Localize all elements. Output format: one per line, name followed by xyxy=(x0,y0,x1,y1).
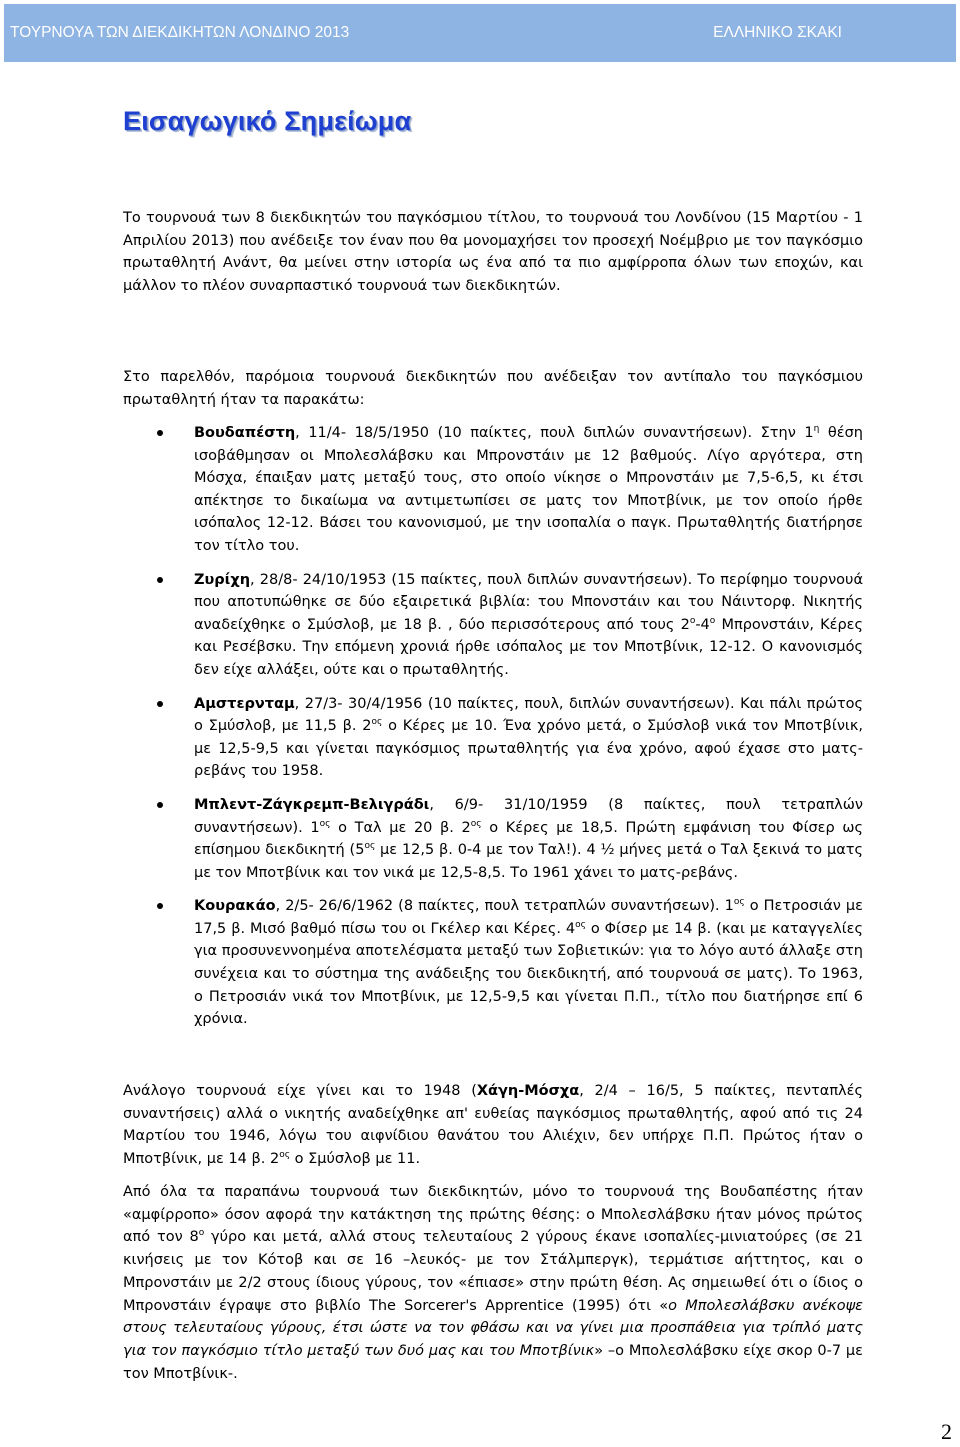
tournament-name: Αμστερνταμ xyxy=(194,695,295,712)
superscript: ο xyxy=(198,1228,205,1239)
bullet-icon xyxy=(157,701,163,707)
tournament-name: Χάγη-Μόσχα xyxy=(476,1083,580,1099)
list-item-amsterdam xyxy=(123,693,863,783)
item-text: ο Φίσερ με 14 β. (και με καταγγελίες για προσυνεννοημένα αποτελέσματα μεταξύ των Σοβιετικών: για το λόγο αυτό άλλαξε στη συνέχεια και το σύστημα της ανάδειξης του διεκδικητή, από τουρνουά σε ματς). Το 1963, ο Πετροσιάν νικά τον Μποτβίνικ, με 12,5-9,5 και γίνεται Π.Π., τίτλο που διατήρησε επί 6 χρόνια. xyxy=(194,920,863,1028)
past-tournaments-intro: Στο παρελθόν, παρόμοια τουρνουά διεκδικητών που ανέδειξαν τον αντίπαλο του παγκόσμιου πρωταθλητή ήταν τα παρακάτω: xyxy=(123,369,863,408)
header-left-title: ΤΟΥΡΝΟΥΑ ΤΩΝ ΔΙΕΚΔΙΚΗΤΩΝ ΛΟΝΔΙΝΟ 2013 xyxy=(10,24,350,41)
item-text: ο Κέρες με 10. Ένα χρόνο μετά, ο Σμύσλοβ νικά τον Μποτβίνικ, με 12,5-9,5 και γίνεται παγκόσμιος πρωταθλητής για ένα χρόνο, αφού έχασε στο ματς-ρεβάνς του 1958. xyxy=(194,718,863,780)
superscript: ος xyxy=(733,897,745,908)
page-title: Εισαγωγικό Σημείωμα xyxy=(123,106,412,136)
bullet-icon xyxy=(157,802,163,808)
superscript: ο xyxy=(709,615,716,626)
paragraph-text: , 2/4 – 16/5, 5 παίκτες, πενταπλές συναντήσεις) αλλά ο νικητής αναδείχθηκε απ' ευθείας παγκόσμιος πρωταθλητής, αφού από τις 24 Μαρτίου του 1946, λόγω του αιφνίδιου θανάτου του Αλιέχιν, δεν υπήρχε Π.Π. Πρώτος ήταν ο Μποτβίνικ, με 14 β. 2 xyxy=(123,1083,863,1168)
paragraph-text: Από όλα τα παραπάνω τουρνουά των διεκδικητών, μόνο το τουρνουά της Βουδαπέστης ήταν «αμφίρροπο» όσον αφορά την κατάκτηση της πρώτης θέσης: ο Μπολεσλάβσκυ ήταν μόνος πρώτος από τον 8 xyxy=(123,1184,863,1246)
tournament-name: Κουρακάο xyxy=(194,898,276,915)
bullet-icon xyxy=(157,577,163,583)
tournament-name: Μπλεντ-Ζάγκρεμπ-Βελιγράδι xyxy=(194,796,430,813)
superscript: ος xyxy=(279,1150,290,1161)
bullet-icon xyxy=(157,430,163,436)
tournament-name: Βουδαπέστη xyxy=(194,425,296,441)
item-text: , 27/3- 30/4/1956 (10 παίκτες, πουλ, διπλών συναντήσεων). Και πάλι πρώτος ο Σμύσλοβ, με 11,5 β. 2 xyxy=(194,695,863,735)
superscript: ος xyxy=(575,919,586,930)
superscript: η xyxy=(813,424,820,434)
item-text: , 6/9- 31/10/1959 (8 παίκτες, πουλ τετραπλών συναντήσεων). 1 xyxy=(194,796,863,836)
conclusion-paragraph xyxy=(123,1181,863,1385)
item-text: με 12,5 β. 0-4 με τον Ταλ!). 4 ½ μήνες μετά ο Ταλ ξεκινά το ματς με τον Μποτβίνικ και τον νικά με 12,5-8,5. Το 1961 χάνει το ματς-ρεβάνς. xyxy=(194,842,863,881)
superscript: ο xyxy=(689,615,696,626)
page-number: 2 xyxy=(941,1419,952,1444)
paragraph-text: » –ο Μπολεσλάβσκυ είχε σκορ 0-7 με τον Μποτβίνικ-. xyxy=(123,1342,863,1382)
item-text: ο Κέρες με 18,5. Πρώτη εμφάνιση του Φίσερ ως επίσημου διεκδικητή (5 xyxy=(194,819,863,859)
list-item-bled-zagreb-belgrade xyxy=(123,794,863,884)
page-header xyxy=(4,4,956,62)
paragraph-text: Ανάλογο τουρνουά είχε γίνει και το 1948 ( xyxy=(123,1083,477,1099)
bullet-icon xyxy=(157,903,163,909)
tournament-list xyxy=(123,422,863,1042)
superscript: ος xyxy=(371,717,383,728)
hague-moscow-paragraph xyxy=(123,1080,863,1171)
superscript: ος xyxy=(470,818,482,829)
header-right-title: ΕΛΛΗΝΙΚΟ ΣΚΑΚΙ xyxy=(713,24,842,41)
paragraph-text: ο Σμύσλοβ με 11. xyxy=(290,1151,421,1168)
item-text: , 11/4- 18/5/1950 (10 παίκτες, πουλ διπλών συναντήσεων). Στην 1 xyxy=(295,425,814,441)
item-text: Μπρονστάιν, Κέρες και Ρεσέβσκυ. Την επόμενη χρονιά ήρθε ισόπαλος με τον Μποτβίνικ, 12-12. Ο κανονισμός δεν είχε αλλάξει, ούτε και ο πρωταθλητής. xyxy=(194,616,863,678)
bronstein-quote: ο Μπολεσλάβσκυ ανέκοψε στους τελευταίους γύρους, έτσι ώστε να τον φθάσω και να γίνει μια προσπάθεια για τρίπλό ματς για τον παγκόσμιο τίτλο μεταξύ των δυό μας και του Μποτβίνικ xyxy=(123,1297,863,1359)
intro-paragraph: Το τουρνουά των 8 διεκδικητών του παγκόσμιου τίτλου, το τουρνουά του Λονδίνου (15 Μαρτίου - 1 Απριλίου 2013) που ανέδειξε τον έναν που θα μονομαχήσει τον προσεχή Νοέμβριο με τον παγκόσμιο πρωταθλητή Ανάντ, θα μείνει στην ιστορία ως ένα από τα πιο αμφίρροπα όλων των εποχών, και μάλλον το πλέον συναρπαστικό τουρνουά των διεκδικητών. xyxy=(123,210,863,295)
list-item-curacao xyxy=(123,895,863,1031)
tournament-name: Ζυρίχη xyxy=(194,571,251,588)
list-item-zurich xyxy=(123,569,863,682)
superscript: ος xyxy=(319,818,331,829)
item-text: ο Πετροσιάν με 17,5 β. Μισό βαθμό πίσω του οι Γκέλερ και Κέρες. 4 xyxy=(194,898,863,937)
item-text: , 2/5- 26/6/1962 (8 παίκτες, πουλ τετραπλών συναντήσεων). 1 xyxy=(275,898,734,915)
superscript: ος xyxy=(364,841,376,852)
item-text: ο Ταλ με 20 β. 2 xyxy=(330,819,471,836)
list-item-budapest xyxy=(123,422,863,558)
paragraph-text: γύρο και μετά, αλλά στους τελευταίους 2 γύρους έκανε ισοπαλίες-μινιατούρες (σε 21 κινήσεις με τον Κότοβ και σε 16 –λευκός- με τον Στάλμπεργκ), τερμάτισε αήττητος, και ο Μπρονστάιν με 2/2 στους ίδιους γύρους, τον «έπιασε» στην πρώτη θέση. Ας σημειωθεί ότι ο ίδιος ο Μπρονστάιν έγραψε στο βιβλίο The Sorcerer's Apprentice (1995) ότι « xyxy=(123,1229,863,1314)
item-text: -4 xyxy=(695,616,710,633)
item-text: θέση ισοβάθμησαν οι Μπολεσλάβσκυ και Μπρονστάιν με 12 βαθμούς. Λίγο αργότερα, στη Μόσχα, έπαιξαν ματς μεταξύ τους, στο οποίο νίκησε ο Μπρονστάιν με 7,5-6,5, κι έτσι απέκτησε το δικαίωμα να αντιμετωπίσει σε ματς τον Μποτβίνικ, με τον οποίο ήρθε ισόπαλος 12-12. Βάσει του κανονισμού, με την ισοπαλία ο παγκ. Πρωταθλητής διατήρησε τον τίτλο του. xyxy=(194,425,863,554)
item-text: , 28/8- 24/10/1953 (15 παίκτες, πουλ διπλών συναντήσεων). Το περίφημο τουρνουά που αποτυπώθηκε σε δύο εξαιρετικά βιβλία: του Μπονστάιν και του Νάιντορφ. Νικητής αναδείχθηκε ο Σμύσλοβ, με 18 β. , δύο περισσότερους από τους 2 xyxy=(194,571,863,633)
